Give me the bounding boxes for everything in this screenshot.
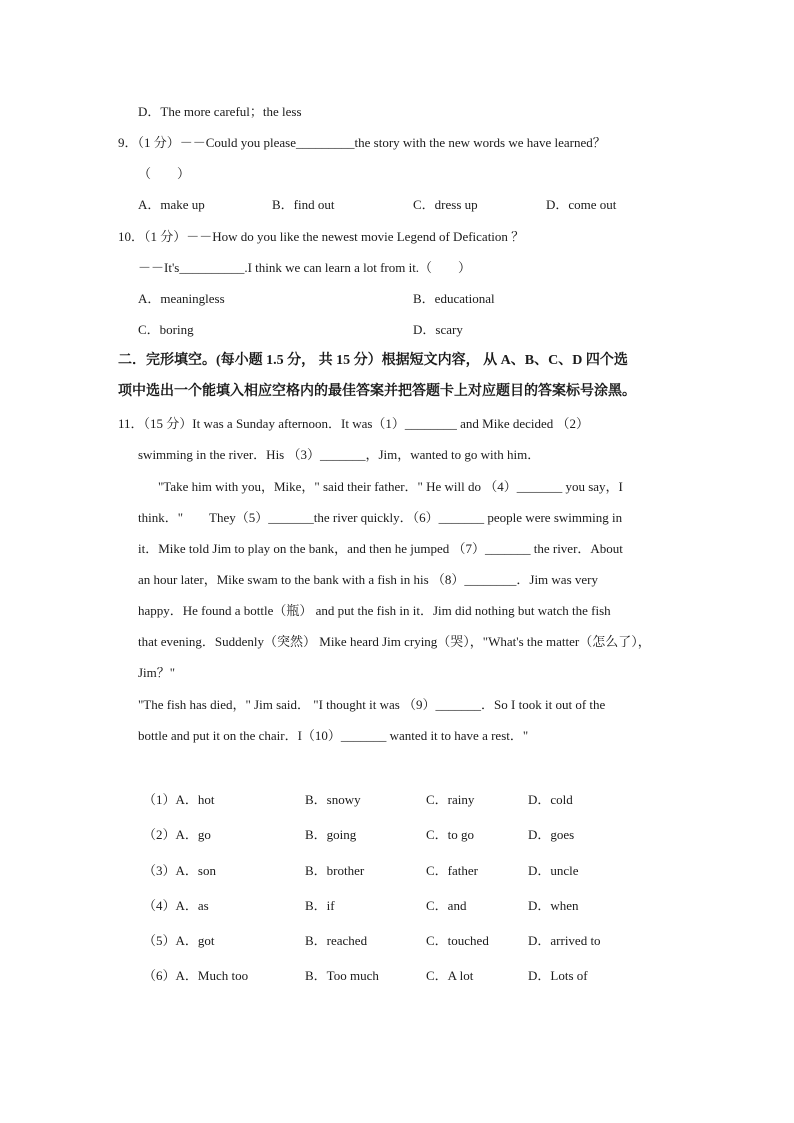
q11-choice-3a: （3）A．son: [143, 863, 216, 878]
q11-passage-line: "Take him with you，Mike，" said their father．" He will do （4）_______ you say，I: [158, 479, 623, 494]
q11-passage-line: it．Mike told Jim to play on the bank，and then he jumped （7）_______ the river．About: [138, 541, 623, 556]
q9-option-c: C．dress up: [413, 197, 478, 212]
q10-option-d: D．scary: [413, 322, 463, 337]
q11-passage-line: bottle and put it on the chair．I（10）_______ wanted it to have a rest．": [138, 728, 529, 743]
q11-choice-5c: C．touched: [426, 933, 489, 948]
q11-choice-2b: B．going: [305, 827, 357, 842]
q10-stem: 10．（1 分）－－How do you like the newest movie Legend of Defication ？: [118, 229, 525, 244]
q9-option-a: A．make up: [138, 197, 205, 212]
q9-stem: 9．（1 分）－－Could you please_________the story with the new words we have learned？: [118, 135, 606, 150]
q9-paren: （ ）: [138, 166, 191, 181]
q11-passage-line: 11．（15 分）It was a Sunday afternoon．It was（1）________ and Mike decided （2）: [118, 416, 590, 431]
q10-option-b: B．educational: [413, 291, 495, 306]
q11-choice-6c: C．A lot: [426, 968, 474, 983]
q11-choice-3c: C．father: [426, 863, 478, 878]
q11-choice-5a: （5）A．got: [143, 933, 215, 948]
q11-choice-4b: B．if: [305, 898, 335, 913]
q11-choice-6d: D．Lots of: [528, 968, 588, 983]
q11-choice-4d: D．when: [528, 898, 579, 913]
q11-choice-4a: （4）A．as: [143, 898, 209, 913]
q11-choice-2a: （2）A．go: [143, 827, 211, 842]
q10-line2: －－It's__________.I think we can learn a lot from it.（ ）: [138, 260, 472, 275]
q11-choice-1d: D．cold: [528, 792, 573, 807]
q11-passage-line: Jim？": [138, 665, 176, 680]
q11-choice-1b: B．snowy: [305, 792, 361, 807]
q11-choice-3d: D．uncle: [528, 863, 579, 878]
q11-passage-line: an hour later，Mike swam to the bank with a fish in his （8）________．Jim was very: [138, 572, 598, 587]
q11-choice-3b: B．brother: [305, 863, 365, 878]
q11-choice-2c: C．to go: [426, 827, 475, 842]
q11-passage-line: think．" They（5）_______the river quickly．（6）_______ people were swimming in: [138, 510, 623, 525]
q10-option-a: A．meaningless: [138, 291, 225, 306]
q11-choice-1c: C．rainy: [426, 792, 475, 807]
section2-heading-line1: 二．完形填空。(每小题 1.5 分， 共 15 分）根据短文内容， 从 A、B、C、D 四个选: [118, 353, 628, 368]
q11-choice-1a: （1）A．hot: [143, 792, 215, 807]
q10-option-c: C．boring: [138, 322, 194, 337]
q9-option-d: D．come out: [546, 197, 617, 212]
q11-passage-line: swimming in the river．His （3）_______，Jim，wanted to go with him．: [138, 447, 541, 462]
q11-choice-5b: B．reached: [305, 933, 368, 948]
q9-option-b: B．find out: [272, 197, 335, 212]
q11-passage-line: "The fish has died，" Jim said． "I thought it was （9）_______．So I took it out of the: [138, 697, 606, 712]
q11-choice-2d: D．goes: [528, 827, 575, 842]
section2-heading-line2: 项中选出一个能填入相应空格内的最佳答案并把答题卡上对应题目的答案标号涂黑。: [118, 384, 636, 399]
q11-choice-6b: B．Too much: [305, 968, 379, 983]
q11-passage-line: happy．He found a bottle（瓶） and put the fish in it．Jim did nothing but watch the fish: [138, 603, 611, 618]
q8-option-d: D．The more careful；the less: [138, 104, 302, 119]
q11-choice-5d: D．arrived to: [528, 933, 601, 948]
q11-choice-6a: （6）A．Much too: [143, 968, 249, 983]
q11-passage-line: that evening．Suddenly（突然） Mike heard Jim crying（哭），"What's the matter（怎么了），: [138, 634, 651, 649]
q11-choice-4c: C．and: [426, 898, 467, 913]
